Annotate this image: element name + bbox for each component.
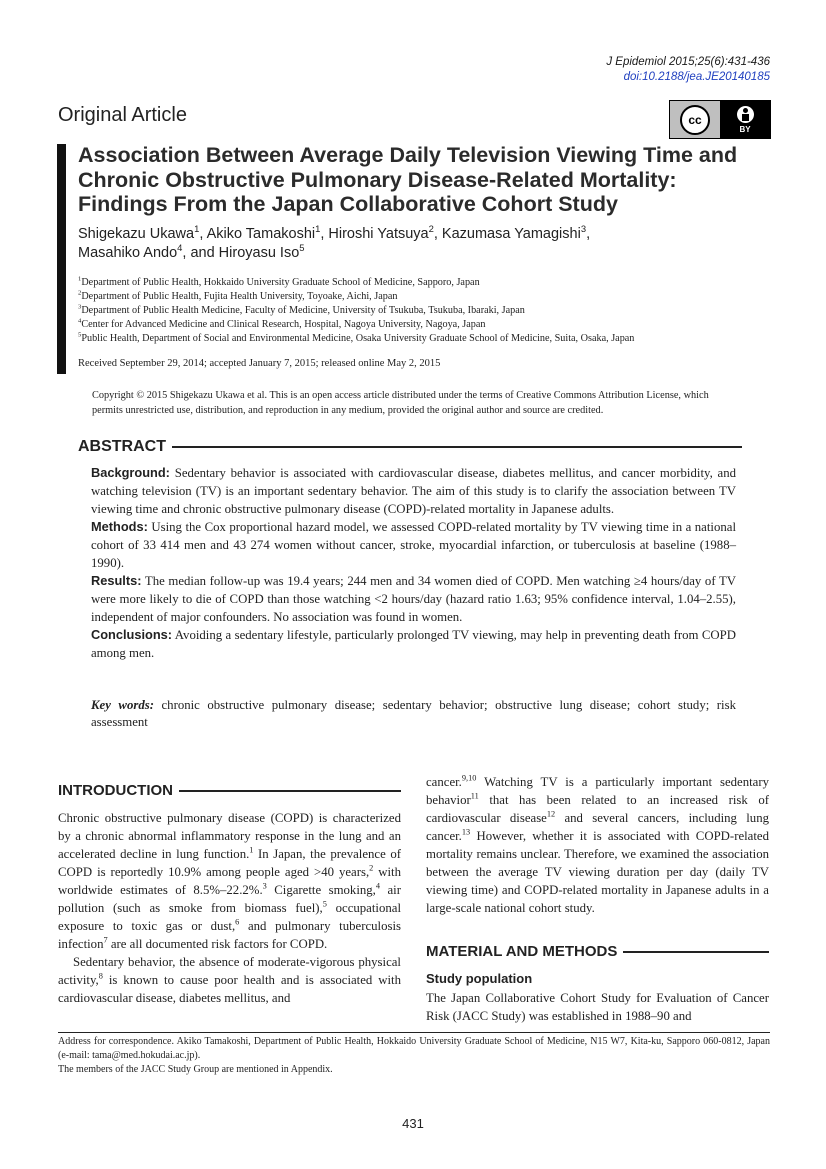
paragraph-text: and several cancers, including lung cancer.: [426, 811, 769, 843]
received-dates: Received September 29, 2014; accepted January 7, 2015; released online May 2, 2015: [78, 358, 441, 369]
doi-link[interactable]: doi:10.2188/jea.JE20140185: [623, 71, 770, 83]
author-name: Masahiko Ando: [78, 245, 178, 261]
paragraph-text: occupational exposure to toxic gas or dust,: [58, 901, 402, 933]
title-accent-bar: [57, 144, 66, 374]
paragraph-text: Chronic obstructive pulmonary disease (COPD) is characterized by a chronic abnormal inflammatory response in the lung and an accelerated decline in lung function.: [58, 811, 401, 861]
author-affiliation-mark: 1: [194, 223, 200, 235]
paragraph-text: cancer.: [426, 775, 462, 789]
author-separator: ,: [586, 226, 591, 242]
abstract-text: Sedentary behavior is associated with cardiovascular disease, diabetes mellitus, and cancer morbidity, and watching television (TV) is an important sedentary behavior. The aim of this study is to clarify the association between TV viewing time and chronic obstructive pulmonary disease (COPD)-related mortality in Japanese adults.: [91, 466, 737, 516]
methods-heading: [426, 943, 769, 960]
citation-ref[interactable]: 9,10: [461, 773, 477, 783]
affiliation-number: 1: [78, 275, 82, 283]
paragraph-text: are all documented risk factors for COPD.: [107, 937, 328, 951]
citation-ref[interactable]: 1: [249, 845, 254, 855]
creative-commons-icon: cc: [680, 105, 710, 135]
affiliation-text: Public Health, Department of Social and Environmental Medicine, Osaka University Graduate School of Medicine, Suita, Osaka, Japan: [81, 333, 635, 344]
citation-ref[interactable]: 13: [461, 827, 471, 837]
paragraph-text: Watching TV is a particularly important sedentary behavior: [426, 775, 769, 807]
article-title: Association Between Average Daily Television Viewing Time and Chronic Obstructive Pulmonary Disease-Related Mortality: Findings From the Japan Collaborative Cohort Study: [78, 143, 738, 216]
affiliation-number: 3: [78, 303, 82, 311]
right-column-text: [426, 773, 769, 917]
attribution-person-icon: [737, 106, 754, 123]
citation-ref[interactable]: 12: [546, 809, 556, 819]
author-affiliation-mark: 3: [580, 223, 587, 235]
abstract-heading: [78, 438, 742, 456]
methods-paragraph: The Japan Collaborative Cohort Study for Evaluation of Cancer Risk (JACC Study) was established in 1988–90 and: [426, 991, 769, 1023]
affiliation-item: [78, 290, 768, 304]
author-separator: ,: [433, 226, 442, 242]
paragraph-text: In Japan, the prevalence of COPD is reportedly 10.9% among people aged >40 years,: [58, 847, 401, 879]
paragraph-text: Cigarette smoking,: [266, 883, 376, 897]
methods-heading-label: MATERIAL AND METHODS: [426, 943, 618, 960]
by-label: BY: [739, 124, 751, 134]
journal-citation: J Epidemiol 2015;25(6):431-436: [606, 56, 770, 68]
citation-ref[interactable]: 5: [322, 899, 327, 909]
author-affiliation-mark: 5: [299, 242, 305, 254]
paragraph-text: and pulmonary tuberculosis infection: [58, 919, 401, 951]
paragraph-text: air pollution (such as smoke from biomass fuel),: [58, 883, 401, 915]
affiliation-number: 5: [78, 331, 82, 339]
correspondence-address: Address for correspondence. Akiko Tamakoshi, Department of Public Health, Hokkaido University Graduate School of Medicine, N15 W7, Kita-ku, Sapporo 060-0812, Japan (e-mail: tama@med.hokudai.ac.jp).: [58, 1036, 770, 1061]
abstract-body: [91, 464, 736, 662]
keywords-text: chronic obstructive pulmonary disease; sedentary behavior; obstructive lung disease; cohort study; risk assessment: [91, 698, 736, 729]
study-population-subheading: Study population: [426, 971, 533, 986]
author-name: Hiroyasu Iso: [218, 245, 300, 261]
abstract-label: Conclusions:: [91, 627, 173, 642]
citation-ref[interactable]: 3: [262, 881, 267, 891]
author-separator: ,: [320, 226, 329, 242]
introduction-heading: [58, 782, 401, 799]
cc-logo-area: [670, 101, 720, 138]
heading-rule: [623, 951, 769, 953]
abstract-text: The median follow-up was 19.4 years; 244 men and 34 women died of COPD. Men watching ≥4 hours/day of TV were more likely to die of COPD than those watching <2 hours/day (hazard ratio 1.63; 95% confidence interval, 1.04–2.55), independent of major confounders. No association was found in women.: [91, 574, 737, 624]
heading-rule: [179, 790, 401, 792]
affiliation-item: [78, 332, 768, 346]
author-separator: , and: [182, 245, 219, 261]
study-group-note: The members of the JACC Study Group are mentioned in Appendix.: [58, 1064, 333, 1075]
abstract-heading-label: ABSTRACT: [78, 438, 166, 455]
journal-reference: [606, 55, 770, 85]
affiliation-text: Department of Public Health, Hokkaido University Graduate School of Medicine, Sapporo, Japan: [81, 277, 480, 288]
author-affiliation-mark: 2: [428, 223, 434, 235]
citation-ref[interactable]: 8: [98, 971, 103, 981]
citation-ref[interactable]: 7: [103, 935, 108, 945]
cc-by-license-badge[interactable]: [669, 100, 771, 139]
abstract-text: Using the Cox proportional hazard model, we assessed COPD-related mortality by TV viewing time in a national cohort of 33 414 men and 43 274 women without cancer, stroke, myocardial infarction, or tuberculosis at baseline (1988–1990).: [91, 520, 737, 570]
introduction-heading-label: INTRODUCTION: [58, 782, 173, 799]
affiliation-text: Department of Public Health, Fujita Health University, Toyoake, Aichi, Japan: [81, 291, 398, 302]
left-column-text: [58, 809, 401, 1007]
affiliation-text: Center for Advanced Medicine and Clinical Research, Hospital, Nagoya University, Nagoya, Japan: [81, 319, 486, 330]
citation-ref[interactable]: 11: [470, 791, 479, 801]
author-name: Hiroshi Yatsuya: [328, 226, 429, 242]
abstract-methods: [91, 518, 736, 572]
footnote: [58, 1035, 770, 1077]
author-affiliation-mark: 1: [315, 223, 321, 235]
by-logo-area: [720, 101, 770, 138]
citation-ref[interactable]: 2: [369, 863, 374, 873]
abstract-results: [91, 572, 736, 626]
affiliation-item: [78, 304, 768, 318]
paragraph-text: that has been related to an increased risk of cardiovascular disease: [426, 793, 769, 825]
heading-rule: [172, 446, 742, 448]
citation-ref[interactable]: 6: [235, 917, 240, 927]
affiliation-item: [78, 276, 768, 290]
author-affiliation-mark: 4: [177, 242, 183, 254]
copyright-notice: Copyright © 2015 Shigekazu Ukawa et al. This is an open access article distributed under the terms of Creative Commons Attribution License, which permits unrestricted use, distribution, and reproduction in any medium, provided the original author and source are credited.: [92, 390, 709, 416]
introduction-paragraph-2: [58, 953, 401, 1007]
abstract-text: Avoiding a sedentary lifestyle, particularly prolonged TV viewing, may help in preventing death from COPD among men.: [91, 628, 737, 660]
paragraph-text: However, whether it is associated with COPD-related mortality remains unclear. Therefore, we examined the association between the average TV viewing duration per day (daily TV viewing time) and COPD-related mortality in Japanese adults in a large-scale national cohort study.: [426, 829, 769, 915]
paragraph-text: Sedentary behavior, the absence of moderate-vigorous physical activity,: [58, 955, 401, 987]
author-name: Shigekazu Ukawa: [78, 226, 195, 242]
affiliation-number: 4: [78, 317, 82, 325]
keywords: [91, 697, 736, 731]
abstract-label: Results:: [91, 573, 142, 588]
author-separator: ,: [199, 226, 207, 242]
abstract-label: Background:: [91, 465, 170, 480]
abstract-background: [91, 464, 736, 518]
article-type: Original Article: [58, 104, 187, 126]
footnote-rule: [58, 1032, 770, 1033]
abstract-label: Methods:: [91, 519, 148, 534]
citation-ref[interactable]: 4: [375, 881, 381, 891]
introduction-paragraph-2-continued: [426, 773, 769, 917]
methods-text: [426, 989, 769, 1025]
affiliation-text: Department of Public Health Medicine, Faculty of Medicine, University of Tsukuba, Tsukuba, Ibaraki, Japan: [81, 305, 525, 316]
affiliation-list: [78, 276, 768, 346]
abstract-conclusions: [91, 626, 736, 662]
affiliation-item: [78, 318, 768, 332]
introduction-paragraph-1: [58, 809, 401, 953]
author-name: Kazumasa Yamagishi: [441, 226, 581, 242]
affiliation-number: 2: [78, 289, 82, 297]
page-number: 431: [402, 1116, 424, 1131]
keywords-label: Key words:: [91, 698, 154, 712]
paragraph-text: is known to cause poor health and is associated with cardiovascular disease, diabetes mellitus, and: [58, 973, 401, 1005]
author-name: Akiko Tamakoshi: [206, 226, 316, 242]
author-list: [78, 225, 768, 263]
paragraph-text: with worldwide estimates of 8.5%–22.2%.: [58, 865, 402, 897]
